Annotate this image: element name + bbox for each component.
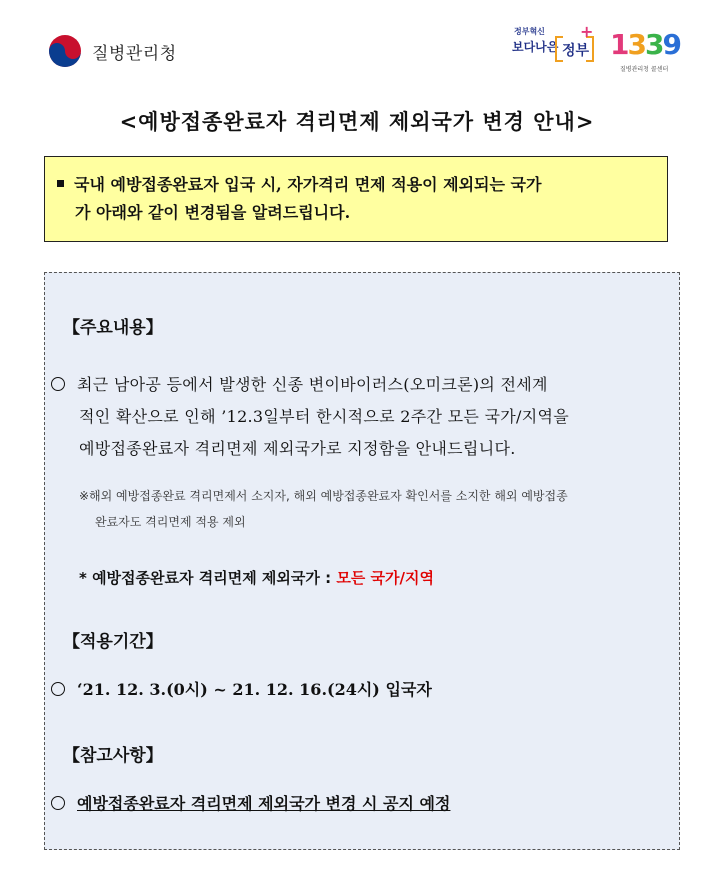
reference-text: 예방접종완료자 격리면제 제외국가 변경 시 공지 예정	[77, 794, 451, 813]
gov-slogan-small: 정부혁신	[514, 27, 545, 36]
plus-icon: +	[580, 22, 594, 41]
gov-innovation-logo	[510, 22, 596, 74]
exception-note	[79, 483, 679, 535]
excluded-countries-value: 모든 국가/지역	[336, 569, 434, 587]
gov-slogan-right: 정부	[562, 43, 590, 59]
circle-bullet-icon	[51, 377, 65, 391]
notice-line-2: 가 아래와 같이 변경됨을 알려드립니다.	[75, 203, 351, 222]
reference-line	[51, 791, 450, 814]
agency-name: 질병관리청	[92, 43, 177, 64]
content-box	[44, 272, 680, 850]
square-bullet-icon	[57, 180, 64, 187]
circle-bullet-icon	[51, 682, 65, 696]
hotline-1339-logo	[610, 28, 690, 74]
notice-line-1: 국내 예방접종완료자 입국 시, 자가격리 면제 적용이 제외되는 국가	[57, 171, 651, 199]
gov-slogan-left: 보다나은	[512, 40, 559, 54]
hotline-number: 1339	[610, 28, 680, 61]
section-heading-main: 【주요내용】	[63, 318, 163, 338]
hotline-caption: 질병관리청 콜센터	[620, 66, 669, 73]
section-heading-period: 【적용기간】	[63, 632, 163, 652]
excluded-countries-label: * 예방접종완료자 격리면제 제외국가 :	[79, 569, 337, 587]
notice-box	[44, 156, 668, 242]
circle-bullet-icon	[51, 796, 65, 810]
page-header	[0, 0, 714, 90]
main-paragraph	[51, 369, 671, 465]
main-paragraph-line-3: 예방접종완료자 격리면제 제외국가로 지정함을 안내드립니다.	[79, 439, 516, 458]
note-line-2: 완료자도 격리면제 적용 제외	[95, 515, 246, 529]
section-heading-reference: 【참고사항】	[63, 746, 163, 766]
excluded-countries-line	[79, 567, 434, 588]
period-text: ‘21. 12. 3.(0시) ~ 21. 12. 16.(24시) 입국자	[77, 680, 432, 699]
main-paragraph-line-2: 적인 확산으로 인해 ’12.3일부터 한시적으로 2주간 모든 국가/지역을	[79, 407, 569, 426]
period-line	[51, 677, 432, 700]
note-line-1: ※해외 예방접종완료 격리면제서 소지자, 해외 예방접종완료자 확인서를 소지한 해외 예방접종	[79, 489, 568, 503]
main-paragraph-line-1: 최근 남아공 등에서 발생한 신종 변이바이러스(오미크론)의 전세계	[51, 375, 548, 394]
kdca-logo	[48, 34, 177, 68]
taegeuk-emblem-icon	[48, 34, 82, 68]
page-title: <예방접종완료자 격리면제 제외국가 변경 안내>	[119, 109, 595, 134]
